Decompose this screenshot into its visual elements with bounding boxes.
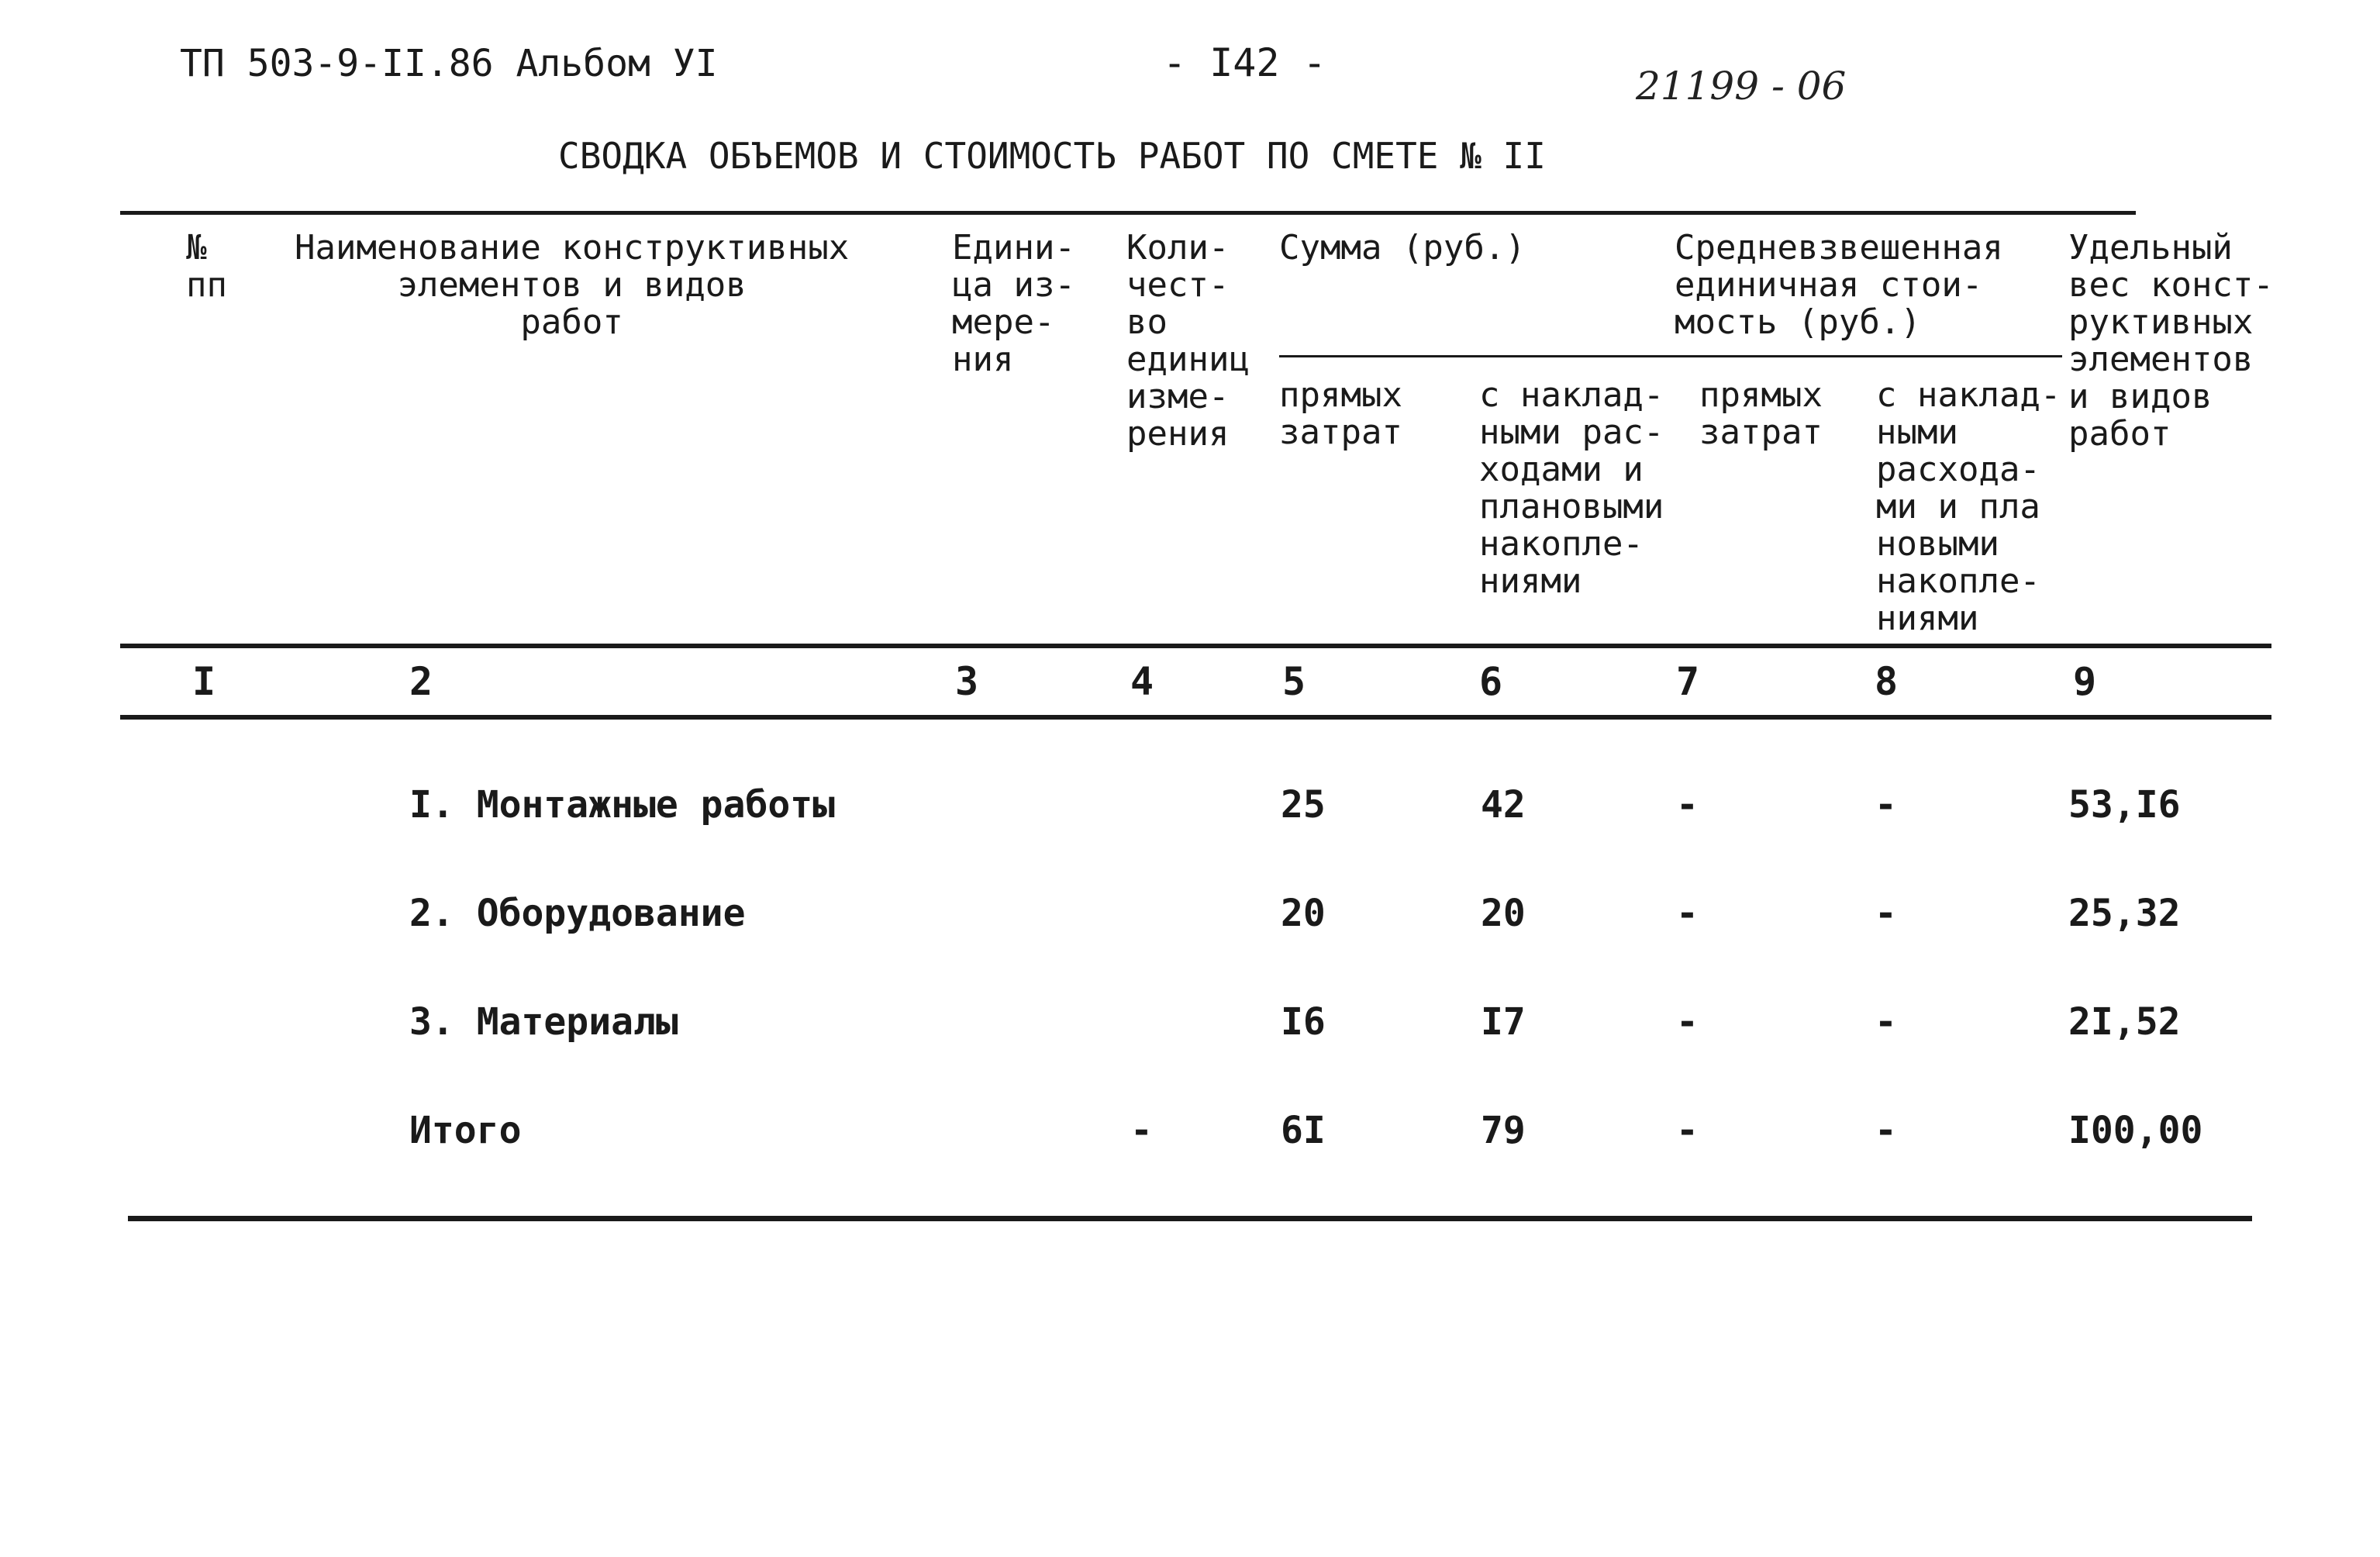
column-number-5: 5 <box>1282 659 1306 704</box>
column-header-quantity: Коли- чест- во единиц изме- рения <box>1126 228 1250 454</box>
page-title: СВОДКА ОБЪЕМОВ И СТОИМОСТЬ РАБОТ ПО СМЕТЕ № II <box>558 135 1546 177</box>
row-avg-direct: - <box>1676 783 1699 827</box>
header-bottom-rule <box>120 644 2271 648</box>
row-name: Итого <box>409 1109 522 1152</box>
row-direct: 20 <box>1281 892 1326 935</box>
column-numbers-rule <box>120 715 2271 720</box>
sum-group-divider <box>1279 355 2062 357</box>
column-header-name: Наименование конструктивных элементов и видов работ <box>295 228 850 342</box>
row-name: I. Монтажные работы <box>409 783 836 827</box>
column-header-direct-costs: прямых затрат <box>1279 375 1402 452</box>
document-reference: ТП 503-9-II.86 Альбом УI <box>180 42 718 85</box>
column-number-3: 3 <box>955 659 979 704</box>
row-share: I00,00 <box>2068 1109 2203 1152</box>
row-overhead: 79 <box>1481 1109 1526 1152</box>
inventory-number: 21199 - 06 <box>1636 64 1847 109</box>
row-share: 53,I6 <box>2068 783 2181 827</box>
row-avg-direct: - <box>1676 892 1699 935</box>
column-header-avg-direct: прямых затрат <box>1699 375 1823 452</box>
row-overhead: 42 <box>1481 783 1526 827</box>
column-number-7: 7 <box>1676 659 1700 704</box>
column-header-avg-overhead: с наклад- ными расхода- ми и пла новыми накопле- ниями <box>1876 375 2061 638</box>
row-name: 2. Оборудование <box>409 892 746 935</box>
column-number-4: 4 <box>1130 659 1154 704</box>
row-quantity: - <box>1130 1109 1153 1152</box>
column-header-unit: Едини- ца из- мере- ния <box>952 228 1075 379</box>
table-top-rule <box>120 211 2136 215</box>
row-overhead: 20 <box>1481 892 1526 935</box>
row-name: 3. Материалы <box>409 1000 678 1044</box>
row-avg-overhead: - <box>1875 1000 1897 1044</box>
column-number-1: I <box>192 659 216 704</box>
page-number: - I42 - <box>1163 40 1326 85</box>
row-share: 2I,52 <box>2068 1000 2181 1044</box>
table-bottom-rule <box>128 1216 2252 1221</box>
row-avg-overhead: - <box>1875 783 1897 827</box>
row-avg-overhead: - <box>1875 892 1897 935</box>
column-header-number: № пп <box>186 228 227 305</box>
row-avg-direct: - <box>1676 1000 1699 1044</box>
column-header-share: Удельный вес конст- руктивных элементов и видов работ <box>2068 228 2274 454</box>
row-share: 25,32 <box>2068 892 2181 935</box>
row-overhead: I7 <box>1481 1000 1526 1044</box>
row-avg-overhead: - <box>1875 1109 1897 1152</box>
row-direct: 6I <box>1281 1109 1326 1152</box>
column-number-8: 8 <box>1875 659 1899 704</box>
column-header-average-group: Средневзвешенная единичная стои- мость (руб.) <box>1675 228 2003 342</box>
column-number-6: 6 <box>1479 659 1503 704</box>
row-direct: I6 <box>1281 1000 1326 1044</box>
row-direct: 25 <box>1281 783 1326 827</box>
column-number-2: 2 <box>409 659 433 704</box>
row-avg-direct: - <box>1676 1109 1699 1152</box>
column-header-with-overhead: с наклад- ными рас- ходами и плановыми накопле- ниями <box>1479 375 1664 601</box>
column-number-9: 9 <box>2073 659 2097 704</box>
column-header-sum-group: Сумма (руб.) <box>1279 228 1526 268</box>
